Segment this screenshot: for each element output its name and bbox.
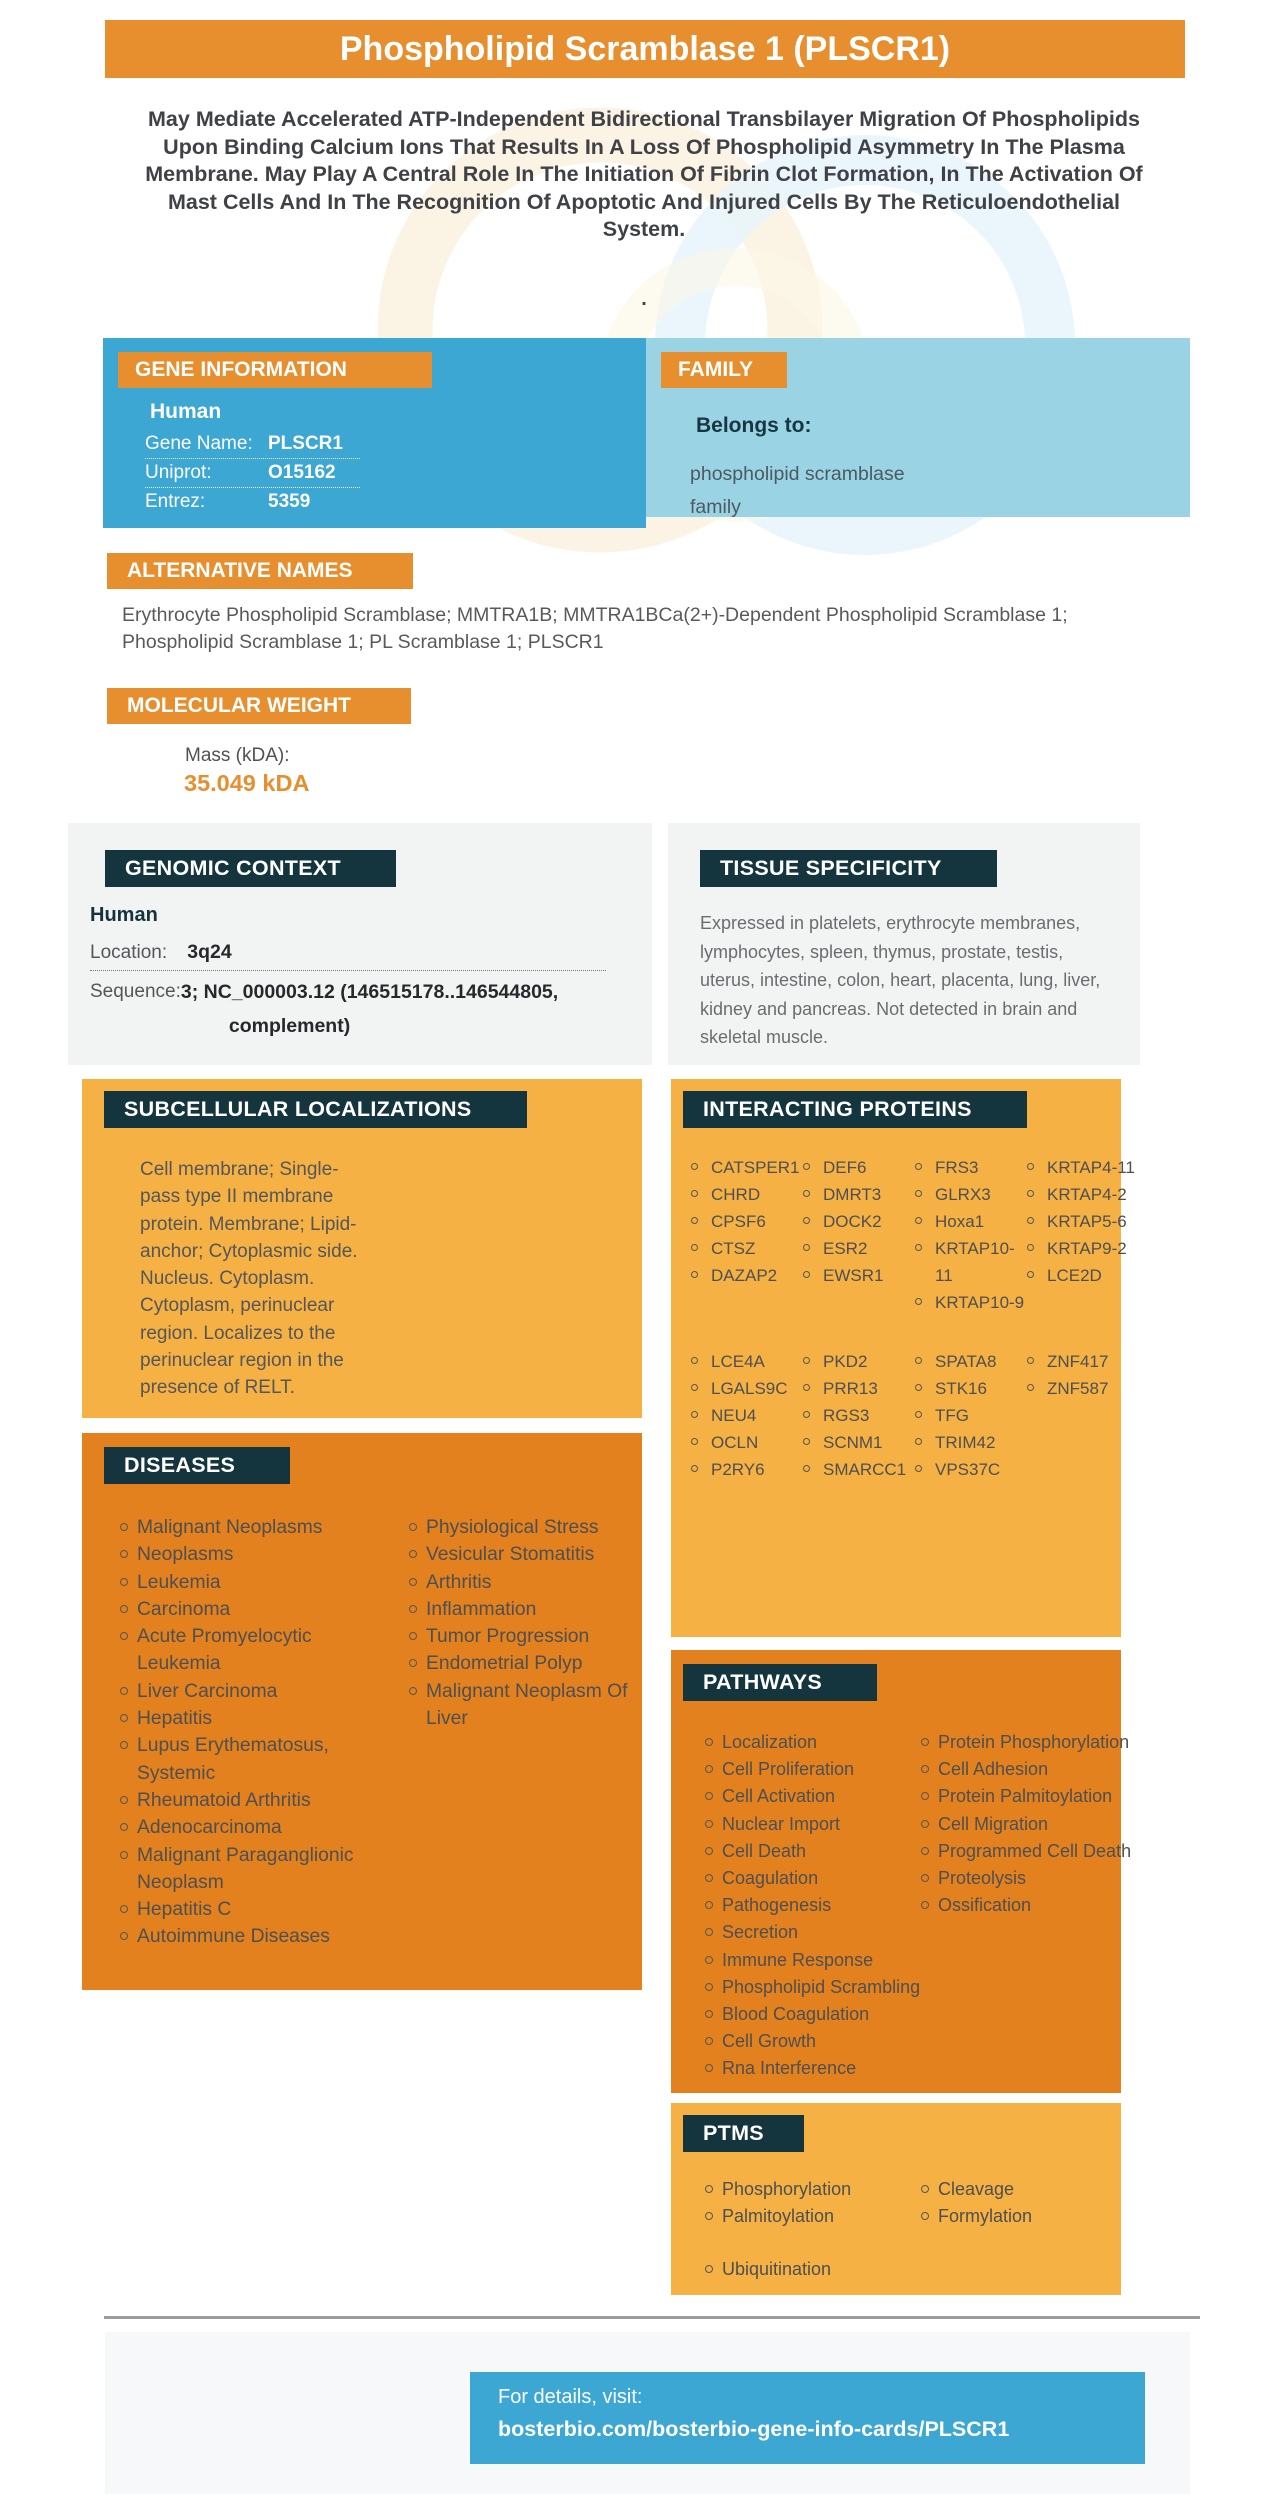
footer-panel <box>105 2332 1190 2494</box>
list-item: Cell Proliferation <box>705 1756 927 1783</box>
list-item: Phospholipid Scrambling <box>705 1974 927 2001</box>
list-item: Localization <box>705 1729 927 1756</box>
list-item: FRS3 <box>915 1154 1027 1181</box>
alternative-names-text: Erythrocyte Phospholipid Scramblase; MMTRA1B; MMTRA1BCa(2+)-Dependent Phospholipid Scramblase 1; Phospholipid Scramblase 1; PL Scramblase 1; PLSCR1 <box>122 604 1068 653</box>
list-item: GLRX3 <box>915 1181 1027 1208</box>
list-item: Ossification <box>921 1892 1143 1919</box>
list-item: LCE4A <box>691 1348 803 1375</box>
interacting-proteins-group-2 <box>691 1348 1121 1483</box>
subcellular-localizations-panel <box>82 1079 642 1418</box>
list-item: Hoxa1 <box>915 1208 1027 1235</box>
list-item: KRTAP4-11 <box>1027 1154 1139 1181</box>
list-item: Secretion <box>705 1919 927 1946</box>
tissue-specificity-header: TISSUE SPECIFICITY <box>700 850 997 887</box>
pathways-header: PATHWAYS <box>683 1664 877 1701</box>
diseases-column <box>409 1514 642 1951</box>
list-item: PKD2 <box>803 1348 915 1375</box>
pathways-list <box>705 1729 1132 2083</box>
page-title: Phospholipid Scramblase 1 (PLSCR1) <box>339 30 951 68</box>
list-item: KRTAP10-11 <box>915 1235 1027 1289</box>
list-item: Liver Carcinoma <box>120 1678 366 1705</box>
gene-information-table <box>145 430 360 516</box>
list-item: NEU4 <box>691 1402 803 1429</box>
list-item: Inflammation <box>409 1596 655 1623</box>
list-item: PRR13 <box>803 1375 915 1402</box>
list-item: Carcinoma <box>120 1596 366 1623</box>
row-value: 5359 <box>268 491 311 512</box>
protein-column <box>691 1348 803 1483</box>
list-item: DOCK2 <box>803 1208 915 1235</box>
genomic-context-panel <box>68 823 652 1065</box>
list-item: TFG <box>915 1402 1027 1429</box>
table-row <box>145 488 360 516</box>
footer-divider <box>104 2316 1200 2319</box>
list-item: Formylation <box>921 2203 1121 2230</box>
list-item: ZNF587 <box>1027 1375 1139 1402</box>
list-item: OCLN <box>691 1429 803 1456</box>
list-item: Lupus Erythematosus, Systemic <box>120 1732 366 1787</box>
list-item: Rheumatoid Arthritis <box>120 1787 366 1814</box>
interacting-proteins-header: INTERACTING PROTEINS <box>683 1091 1027 1128</box>
pathways-column <box>921 1729 1132 2083</box>
visit-url: bosterbio.com/bosterbio-gene-info-cards/PLSCR1 <box>498 2417 1010 2441</box>
list-item: KRTAP9-2 <box>1027 1235 1139 1262</box>
diseases-panel <box>82 1433 642 1990</box>
row-label: Entrez: <box>145 491 206 512</box>
protein-column <box>803 1348 915 1483</box>
row-label: Sequence: <box>90 981 181 1002</box>
molecular-weight-header: MOLECULAR WEIGHT <box>107 688 411 724</box>
list-item: DAZAP2 <box>691 1262 803 1289</box>
row-label: Location: <box>90 942 168 963</box>
pathways-column <box>705 1729 921 2083</box>
list-item: DEF6 <box>803 1154 915 1181</box>
family-panel <box>646 338 1190 517</box>
row-value: PLSCR1 <box>268 433 343 454</box>
stray-dot: . <box>641 288 647 310</box>
list-item: SPATA8 <box>915 1348 1027 1375</box>
list-item: Autoimmune Diseases <box>120 1923 366 1950</box>
ptms-header: PTMS <box>683 2115 804 2152</box>
list-item: Endometrial Polyp <box>409 1650 655 1677</box>
list-item: Palmitoylation <box>705 2203 921 2230</box>
table-row <box>90 935 606 971</box>
ptms-list <box>705 2176 1121 2284</box>
list-item: KRTAP4-2 <box>1027 1181 1139 1208</box>
list-item: Cleavage <box>921 2176 1121 2203</box>
ptms-panel <box>671 2103 1121 2295</box>
list-item: Adenocarcinoma <box>120 1814 366 1841</box>
row-label: Gene Name: <box>145 433 253 454</box>
sequence-line-1: 3; NC_000003.12 (146515178..146544805, <box>180 981 559 1003</box>
list-item: Vesicular Stomatitis <box>409 1541 655 1568</box>
table-row <box>145 459 360 488</box>
family-value: phospholipid scramblase family <box>690 463 905 518</box>
list-item: VPS37C <box>915 1456 1027 1483</box>
list-item: TRIM42 <box>915 1429 1027 1456</box>
gene-information-panel <box>103 338 646 528</box>
list-item: Hepatitis C <box>120 1896 366 1923</box>
family-header: FAMILY <box>661 352 787 388</box>
page-title-bar <box>105 20 1185 78</box>
protein-column <box>915 1348 1027 1483</box>
ptms-column <box>705 2176 921 2284</box>
list-item: Cell Activation <box>705 1783 927 1810</box>
table-row <box>145 430 360 459</box>
genomic-context-header: GENOMIC CONTEXT <box>105 850 396 887</box>
list-item: Tumor Progression <box>409 1623 655 1650</box>
tissue-specificity-text: Expressed in platelets, erythrocyte membranes, lymphocytes, spleen, thymus, prostate, testis, uterus, intestine, colon, heart, placenta, lung, liver, kidney and pancreas. Not detected in brain and skeletal muscle. <box>700 913 1101 1047</box>
list-item: Protein Phosphorylation <box>921 1729 1143 1756</box>
mass-value: 35.049 kDA <box>184 770 310 796</box>
list-item: Acute Promyelocytic Leukemia <box>120 1623 366 1678</box>
ptms-column <box>921 2176 1121 2284</box>
list-item: EWSR1 <box>803 1262 915 1289</box>
list-item: Proteolysis <box>921 1865 1143 1892</box>
list-item: Cell Adhesion <box>921 1756 1143 1783</box>
row-label: Uniprot: <box>145 462 212 483</box>
protein-column <box>1027 1154 1139 1316</box>
list-item: Malignant Paraganglionic Neoplasm <box>120 1842 366 1897</box>
list-item: ZNF417 <box>1027 1348 1139 1375</box>
list-item: Leukemia <box>120 1569 366 1596</box>
alternative-names-header: ALTERNATIVE NAMES <box>107 553 413 589</box>
list-item: Nuclear Import <box>705 1811 927 1838</box>
belongs-to-label: Belongs to: <box>696 414 812 437</box>
list-item: STK16 <box>915 1375 1027 1402</box>
list-item: P2RY6 <box>691 1456 803 1483</box>
list-item: CATSPER1 <box>691 1154 803 1181</box>
list-item: Malignant Neoplasm Of Liver <box>409 1678 655 1733</box>
interacting-proteins-group-1 <box>691 1154 1135 1316</box>
list-item: Arthritis <box>409 1569 655 1596</box>
interacting-proteins-panel <box>671 1079 1135 1637</box>
list-item: Protein Palmitoylation <box>921 1783 1143 1810</box>
table-row <box>90 971 606 1043</box>
list-item: Hepatitis <box>120 1705 366 1732</box>
list-item: LGALS9C <box>691 1375 803 1402</box>
gene-information-header: GENE INFORMATION <box>118 352 432 388</box>
protein-column <box>803 1154 915 1316</box>
list-item: KRTAP5-6 <box>1027 1208 1139 1235</box>
sequence-line-2: complement) <box>228 1015 351 1037</box>
list-item: Physiological Stress <box>409 1514 655 1541</box>
list-item: CPSF6 <box>691 1208 803 1235</box>
list-item: Malignant Neoplasms <box>120 1514 366 1541</box>
species-label: Human <box>90 904 158 926</box>
list-item: Cell Migration <box>921 1811 1143 1838</box>
genomic-context-table <box>90 935 606 1043</box>
list-item: Phosphorylation <box>705 2176 921 2203</box>
diseases-column <box>120 1514 409 1951</box>
list-item: CHRD <box>691 1181 803 1208</box>
list-item: Neoplasms <box>120 1541 366 1568</box>
list-item: Ubiquitination <box>705 2256 921 2283</box>
species-label: Human <box>150 400 222 423</box>
list-item: ESR2 <box>803 1235 915 1262</box>
visit-label: For details, visit: <box>498 2386 643 2408</box>
list-item: Immune Response <box>705 1947 927 1974</box>
diseases-header: DISEASES <box>104 1447 290 1484</box>
list-item: Rna Interference <box>705 2055 927 2082</box>
list-item: LCE2D <box>1027 1262 1139 1289</box>
mass-label: Mass (kDA): <box>185 745 290 766</box>
list-item: DMRT3 <box>803 1181 915 1208</box>
subcellular-localizations-header: SUBCELLULAR LOCALIZATIONS <box>104 1091 527 1128</box>
protein-column <box>915 1154 1027 1316</box>
subcellular-localizations-text: Cell membrane; Single-pass type II membrane protein. Membrane; Lipid-anchor; Cytoplasmic side. Nucleus. Cytoplasm. Cytoplasm, perinuclear region. Localizes to the perinuclear region in the presence of RELT. <box>140 1159 358 1399</box>
list-item: Blood Coagulation <box>705 2001 927 2028</box>
protein-column <box>691 1154 803 1316</box>
row-value <box>181 975 558 1043</box>
list-item: Coagulation <box>705 1865 927 1892</box>
list-item: SCNM1 <box>803 1429 915 1456</box>
list-item: CTSZ <box>691 1235 803 1262</box>
row-value: O15162 <box>268 462 336 483</box>
list-item: KRTAP10-9 <box>915 1289 1027 1316</box>
row-value: 3q24 <box>187 941 232 963</box>
diseases-list <box>120 1514 642 1951</box>
list-item: Pathogenesis <box>705 1892 927 1919</box>
protein-column <box>1027 1348 1139 1483</box>
list-item: SMARCC1 <box>803 1456 915 1483</box>
pathways-panel <box>671 1650 1132 2093</box>
tissue-specificity-panel <box>668 823 1140 1065</box>
list-item: Cell Growth <box>705 2028 927 2055</box>
list-item: Cell Death <box>705 1838 927 1865</box>
gene-description: May Mediate Accelerated ATP-Independent Bidirectional Transbilayer Migration Of Phospholipids Upon Binding Calcium Ions That Results In A Loss Of Phospholipid Asymmetry In The Plasma Membrane. May Play A Central Role In The Initiation Of Fibrin Clot Formation, In The Activation Of Mast Cells And In The Recognition Of Apoptotic And Injured Cells By The Reticuloendothelial System. <box>145 107 1143 241</box>
visit-box <box>470 2372 1145 2464</box>
list-item: Programmed Cell Death <box>921 1838 1143 1865</box>
list-item: RGS3 <box>803 1402 915 1429</box>
